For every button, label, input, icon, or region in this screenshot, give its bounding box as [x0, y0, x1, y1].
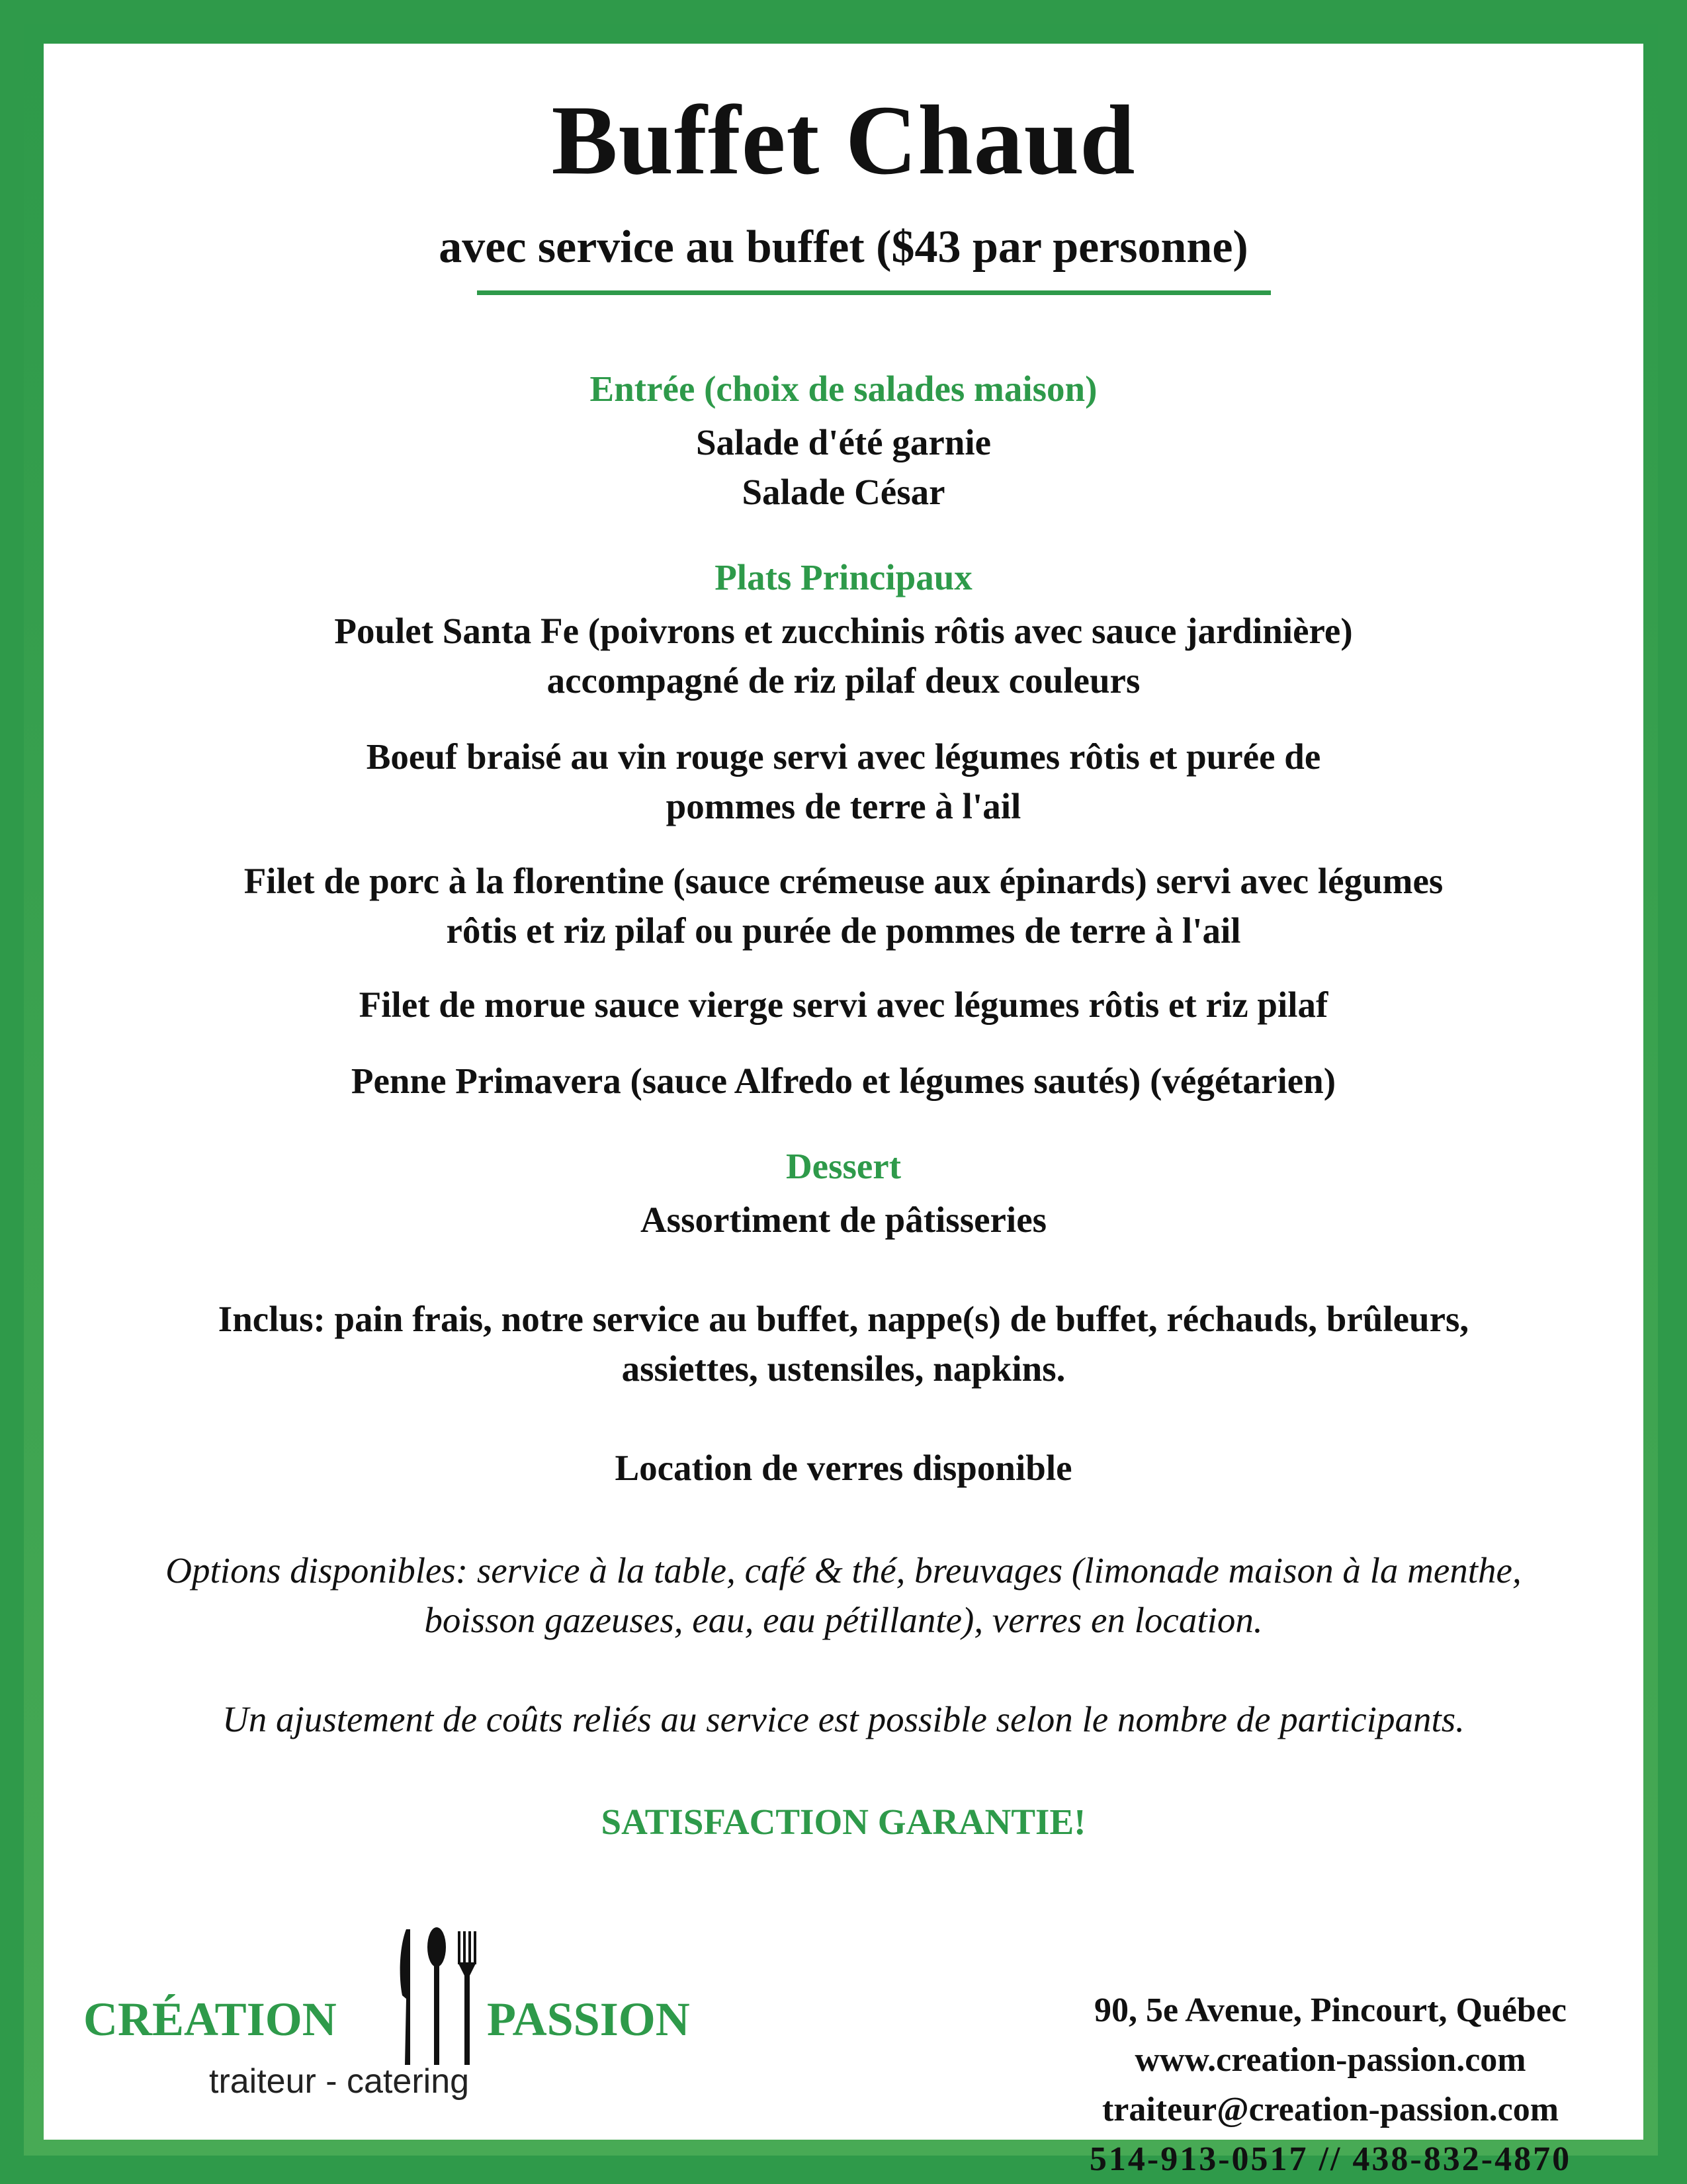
logo-tagline: traiteur - catering	[209, 2062, 470, 2101]
inclus-text: Inclus: pain frais, notre service au buffet, nappe(s) de buffet, réchauds, brûleurs,	[218, 1299, 1469, 1339]
plat-item-line: Filet de porc à la florentine (sauce crémeuse aux épinards) servi avec légumes	[243, 861, 1444, 901]
plat-item-line: pommes de terre à l'ail	[666, 786, 1021, 826]
dessert-heading: Dessert	[785, 1146, 902, 1186]
plat-item-line: Penne Primavera (sauce Alfredo et légumes sautés) (végétarien)	[351, 1061, 1336, 1101]
plat-item-line: rôtis et riz pilaf ou purée de pommes de terre à l'ail	[446, 910, 1241, 951]
entree-heading: Entrée (choix de salades maison)	[589, 369, 1098, 409]
logo-word-passion: PASSION	[487, 1993, 690, 2046]
contact-address: 90, 5e Avenue, Pincourt, Québec	[1094, 1991, 1567, 2029]
plat-item-line: Boeuf braisé au vin rouge servi avec légumes rôtis et purée de	[366, 736, 1321, 777]
inclus-text: assiettes, ustensiles, napkins.	[621, 1348, 1066, 1389]
plat-item-line: Filet de morue sauce vierge servi avec légumes rôtis et riz pilaf	[359, 984, 1328, 1025]
cutlery-icon	[394, 1926, 480, 2068]
contact-email: traiteur@creation-passion.com	[1102, 2091, 1559, 2128]
plats-heading: Plats Principaux	[714, 557, 973, 597]
entree-item: Salade d'été garnie	[695, 422, 992, 462]
page-title: Buffet Chaud	[551, 85, 1136, 195]
plat-item-line: accompagné de riz pilaf deux couleurs	[546, 660, 1141, 701]
contact-phones: 514-913-0517 // 438-832-4870	[1089, 2140, 1572, 2178]
logo-word-creation: CRÉATION	[83, 1993, 337, 2046]
title-underline	[477, 290, 1271, 295]
dessert-item: Assortiment de pâtisseries	[640, 1200, 1047, 1240]
menu-page	[44, 44, 1643, 2178]
entree-item: Salade César	[742, 472, 945, 512]
adjustment-note: Un ajustement de coûts reliés au service est possible selon le nombre de participants.	[222, 1699, 1465, 1739]
satisfaction-banner: SATISFACTION GARANTIE!	[601, 1802, 1086, 1842]
plat-item-line: Poulet Santa Fe (poivrons et zucchinis rôtis avec sauce jardinière)	[334, 611, 1353, 651]
company-logo	[83, 1926, 718, 2101]
options-text: Options disponibles: service à la table, café & thé, breuvages (limonade maison à la menthe,	[165, 1550, 1522, 1591]
page-subtitle: avec service au buffet ($43 par personne)	[439, 222, 1248, 273]
options-text: boisson gazeuses, eau, eau pétillante), verres en location.	[424, 1600, 1263, 1640]
location-text: Location de verres disponible	[615, 1448, 1072, 1488]
contact-block	[1003, 1986, 1658, 2184]
contact-website: www.creation-passion.com	[1135, 2041, 1526, 2079]
